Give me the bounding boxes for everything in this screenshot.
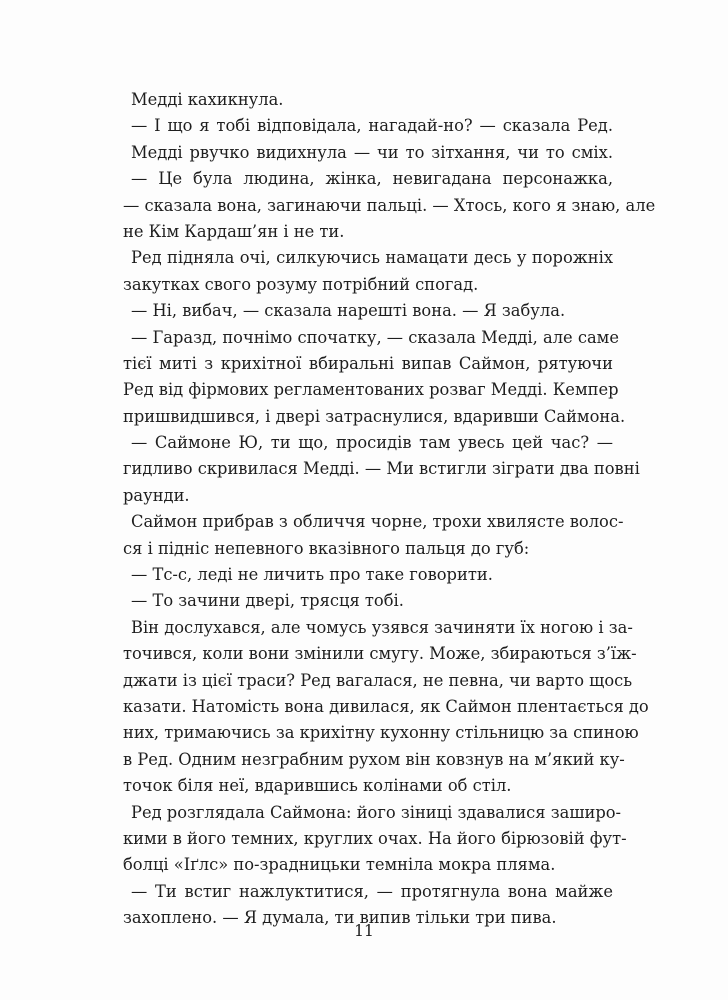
text-line: — Ти встиг нажлуктитися, — протягнула вона майже [131, 881, 613, 901]
text-line: Саймон прибрав з обличчя чорне, трохи хвилясте волос- [131, 512, 624, 532]
text-line: казати. Натомість вона дивилася, як Саймон плентається до [123, 696, 649, 716]
text-line: — То зачини двері, трясця тобі. [131, 591, 404, 611]
text-line: захоплено. — Я думала, ти випив тільки три пива. [123, 908, 557, 928]
text-line: — Ні, вибач, — сказала нарешті вона. — Я забула. [131, 301, 566, 321]
text-line: джати із цієї траси? Ред вагалася, не певна, чи варто щось [123, 670, 633, 690]
text-line: — Це була людина, жінка, невигадана персонажка, [131, 169, 613, 189]
text-line: не Кім Кардаш’ян і не ти. [123, 221, 345, 241]
text-line: гидливо скривилася Медді. — Ми встигли зіграти два повні [123, 459, 640, 479]
text-line: точився, коли вони змінили смугу. Може, збираються з’їж- [123, 644, 637, 664]
text-line: Він дослухався, але чомусь узявся зачиняти їх ногою і за- [131, 617, 633, 637]
body-text [123, 87, 656, 932]
text-line: — сказала вона, загинаючи пальці. — Хтось, кого я знаю, але [123, 195, 656, 215]
text-line: Ред підняла очі, силкуючись намацати десь у порожніх [131, 248, 613, 268]
text-line: в Ред. Одним незграбним рухом він ковзнув на м’який ку- [123, 749, 625, 769]
text-line: Медді рвучко видихнула — чи то зітхання, чи то сміх. [131, 142, 613, 162]
text-line: кими в його темних, круглих очах. На його бірюзовій фут- [123, 828, 627, 848]
text-line: ся і підніс непевного вказівного пальця до губ: [123, 538, 530, 558]
text-line: — І що я тобі відповідала, нагадай-но? — сказала Ред. [131, 116, 613, 136]
text-line: них, тримаючись за крихітну кухонну стільницю за спиною [123, 723, 639, 743]
text-line: Медді кахикнула. [131, 90, 284, 109]
text-line: пришвидшився, і двері затраснулися, вдаривши Саймона. [123, 406, 626, 426]
text-line: Ред розглядала Саймона: його зіниці здавалися заширо- [131, 802, 622, 822]
text-line: — Тс-с, леді не личить про таке говорити. [131, 565, 493, 585]
text-line: Ред від фірмових регламентованих розваг Медді. Кемпер [123, 380, 619, 400]
text-line: закутках свого розуму потрібний спогад. [123, 274, 479, 294]
page-number: 11 [354, 922, 374, 940]
text-line: раунди. [123, 485, 190, 505]
text-line: тієї миті з крихітної вбиральні випав Саймон, рятуючи [123, 353, 613, 373]
text-line: точок біля неї, вдарившись колінами об стіл. [123, 776, 512, 796]
text-line: — Гаразд, почнімо спочатку, — сказала Медді, але саме [131, 327, 619, 347]
text-line: болці «Іґлс» по-зрадницьки темніла мокра пляма. [123, 855, 556, 875]
text-line: — Саймоне Ю, ти що, просидів там увесь цей час? — [131, 433, 613, 453]
